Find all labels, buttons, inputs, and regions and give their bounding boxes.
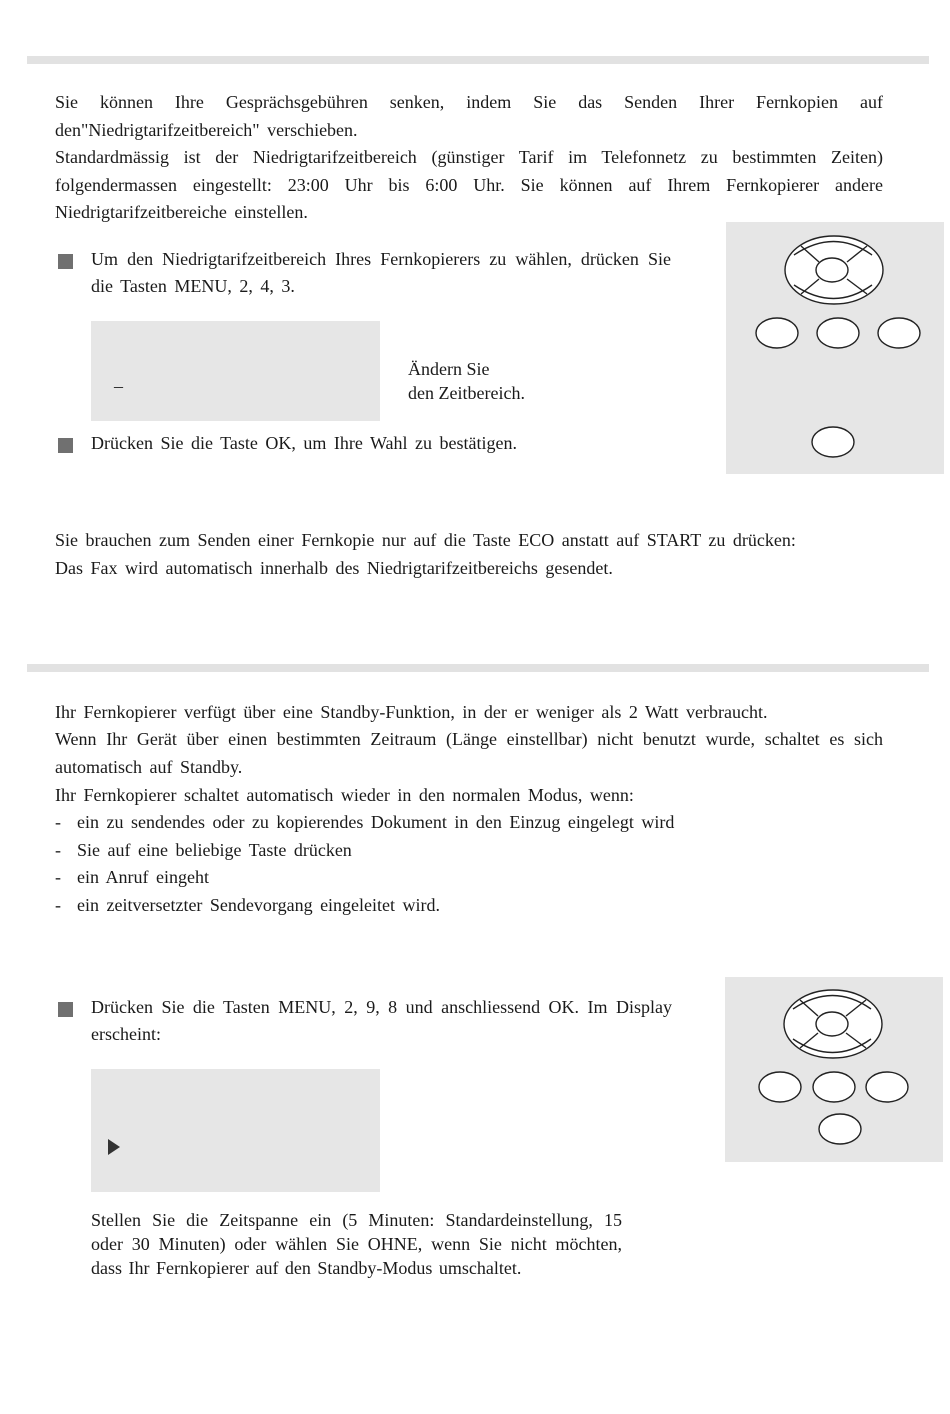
standby-line-2: Wenn Ihr Gerät über einen bestimmten Zeitraum (Länge einstellbar) nicht benutzt wurde, schaltet es sich automatisch auf Standby. [55,729,883,777]
eco-usage-line-1: Sie brauchen zum Senden einer Fernkopie nur auf die Taste ECO anstatt auf START zu drücken: [55,530,796,550]
display-cursor: – [114,376,123,396]
standby-final-paragraph: Stellen Sie die Zeitspanne ein (5 Minuten: Standardeinstellung, 15 oder 30 Minuten) oder wählen Sie OHNE, wenn Sie nicht möchten, dass Ihr Fernkopierer auf den Standby-Modus umschaltet. [91,1210,622,1278]
keypad-button-icon [813,1072,855,1102]
display-caption-line-2: den Zeitbereich. [408,383,525,403]
bullet-square-icon [58,254,73,269]
eco-intro-paragraph-2: Standardmässig ist der Niedrigtarifzeitbereich (günstiger Tarif im Telefonnetz zu bestimmten Zeiten) folgendermassen eingestellt: 23:00 Uhr bis 6:00 Uhr. Sie können auf Ihrem Fernkopierer andere Niedrigtarifzeitbereiche einstellen. [55,147,883,222]
lcd-display-eco [91,321,380,421]
section-divider-standby [27,664,929,672]
list-item: - ein zeitversetzter Sendevorgang eingeleitet wird. [55,894,441,915]
list-item: - ein zu sendendes oder zu kopierendes Dokument in den Einzug eingelegt wird [55,812,675,832]
eco-intro-paragraph-1: Sie können Ihre Gesprächsgebühren senken, indem Sie das Senden Ihrer Fernkopien auf den"Niedrigtarifzeitbereich" verschieben. [55,92,883,140]
standby-line-1: Ihr Fernkopierer verfügt über eine Standby-Funktion, in der er weniger als 2 Watt verbraucht. [55,702,768,722]
keypad-button-icon [878,318,920,348]
keypad-button-icon [759,1072,801,1102]
keypad-button-icon [756,318,798,348]
play-arrow-icon [106,1137,126,1161]
eco-usage-line-2: Das Fax wird automatisch innerhalb des Niedrigtarifzeitbereichs gesendet. [55,558,613,578]
eco-step-1: Um den Niedrigtarifzeitbereich Ihres Fernkopierers zu wählen, drücken Sie die Tasten MENU, 2, 4, 3. [91,249,671,296]
bullet-square-icon [58,438,73,453]
keypad-panel-eco [726,222,944,474]
keypad-button-icon [819,1114,861,1144]
navigation-pad-icon [725,977,943,1162]
list-item: - Sie auf eine beliebige Taste drücken [55,839,352,860]
standby-step-1: Drücken Sie die Tasten MENU, 2, 9, 8 und anschliessend OK. Im Display erscheint: [91,997,672,1044]
list-item: - ein Anruf eingeht [55,867,209,887]
bullet-square-icon [58,1002,73,1017]
eco-step-2: Drücken Sie die Taste OK, um Ihre Wahl zu bestätigen. [91,433,518,453]
wake-conditions-list [55,809,883,919]
keypad-button-icon [866,1072,908,1102]
lcd-display-standby [91,1069,380,1192]
keypad-button-icon [812,427,854,457]
display-caption-line-1: Ändern Sie [408,359,490,379]
section-divider-eco [27,56,929,64]
keypad-panel-standby [725,977,943,1162]
keypad-button-icon [817,318,859,348]
navigation-pad-icon [726,222,944,474]
standby-line-3: Ihr Fernkopierer schaltet automatisch wieder in den normalen Modus, wenn: [55,785,634,805]
display-caption [408,357,525,405]
